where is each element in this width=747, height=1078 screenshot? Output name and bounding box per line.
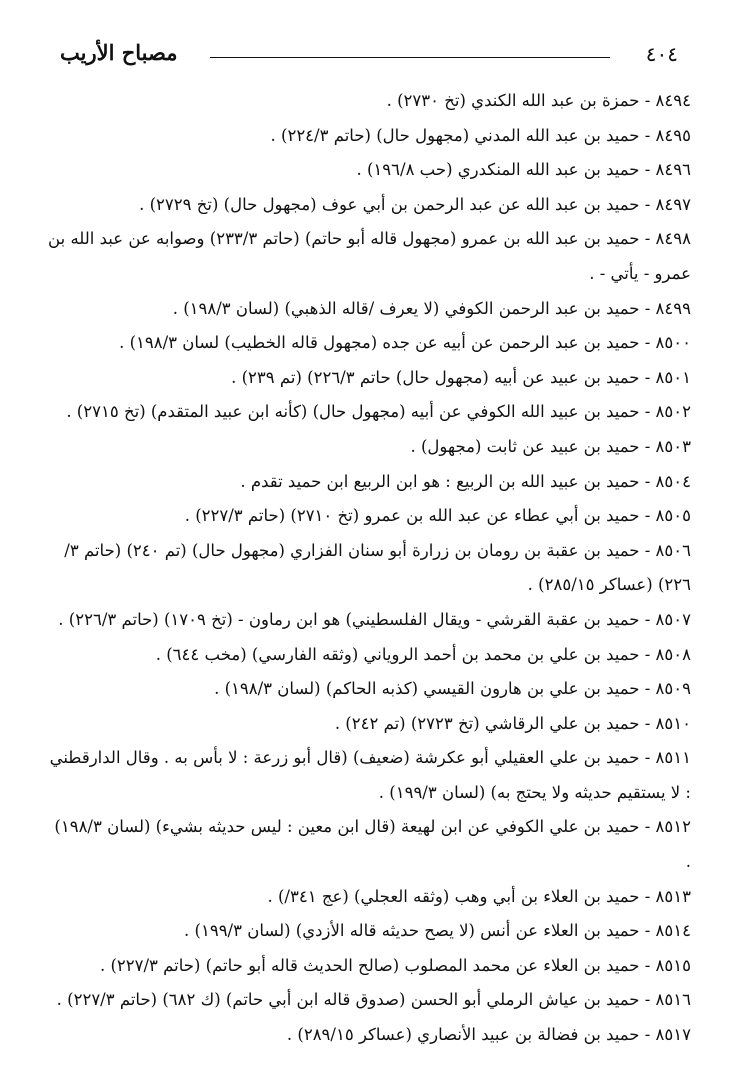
entry-number: ٨٥١٤: [655, 921, 691, 941]
entry-text: حمزة بن عبد الله الكندي (تخ ٢٧٣٠) .: [386, 91, 640, 110]
entry-number: ٨٥٠٧: [655, 609, 691, 629]
list-item: [44, 638, 691, 673]
page-header: [60, 36, 678, 72]
entry-separator: -: [639, 333, 656, 353]
entry-number: ٨٥١٢: [655, 817, 691, 837]
entry-number: ٨٥١٦: [655, 990, 691, 1010]
entry-number: ٨٤٩٨: [655, 229, 691, 249]
entry-separator: -: [639, 748, 656, 768]
header-rule: [210, 57, 610, 58]
entry-separator: -: [639, 540, 656, 560]
entry-number: ٨٥٠١: [655, 367, 691, 387]
entry-text: حميد بن علي بن هارون القيسي (كذبه الحاكم) (لسان ١٩٨/٣) .: [214, 679, 640, 699]
entry-separator: -: [639, 436, 656, 456]
entry-number: ٨٤٩٩: [655, 298, 691, 318]
entry-text: حميد بن عبيد الله الكوفي عن أبيه (مجهول حال) (كأنه ابن عبيد المتقدم) (تخ ٢٧١٥) .: [66, 402, 640, 422]
entry-text: حميد بن عقبة بن رومان بن زرارة أبو سنان الفزاري (مجهول حال) (تم ٢٤٠) (حاتم ٣/ ٢٢٦) (عساكر ٢٨٥/١٥) .: [64, 540, 691, 595]
page-number: ٤٠٤: [645, 42, 678, 66]
list-item: [44, 361, 691, 396]
entry-number: ٨٤٩٥: [655, 125, 691, 145]
entry-text: حميد بن عياش الرملي أبو الحسن (صدوق قاله ابن أبي حاتم) (ك ٦٨٢) (حاتم ٢٢٧/٣) .: [56, 990, 640, 1010]
list-item: [44, 119, 691, 154]
list-item: [44, 949, 691, 984]
entry-separator: -: [639, 644, 656, 664]
list-item: [44, 672, 691, 707]
list-item: [44, 84, 691, 119]
entry-text: حميد بن أبي عطاء عن عبد الله بن عمرو (تخ ٢٧١٠) (حاتم ٢٢٧/٣) .: [184, 506, 640, 526]
entry-number: ٨٥١٣: [655, 886, 691, 906]
entry-separator: -: [639, 194, 656, 214]
entry-number: ٨٥١٥: [655, 955, 691, 975]
entry-separator: -: [639, 990, 656, 1010]
entry-text: حميد بن عبيد عن أبيه (مجهول حال) حاتم ٢٢٦/٣) (تم ٢٣٩) .: [231, 367, 640, 387]
entry-separator: -: [639, 713, 656, 733]
entry-text: حميد بن علي بن محمد بن أحمد الروياني (وثقه الفارسي) (مخب ٦٤٤) .: [155, 644, 640, 664]
list-item: [44, 534, 691, 603]
list-item: [44, 1018, 691, 1053]
entry-number: ٨٤٩٤: [655, 91, 691, 110]
entry-text: حميد بن فضالة بن عبيد الأنصاري (عساكر ٢٨٩/١٥) .: [286, 1025, 640, 1045]
list-item: [44, 430, 691, 465]
entry-text: حميد بن علي الرقاشي (تخ ٢٧٢٣) (تم ٢٤٢) .: [334, 713, 640, 733]
entry-separator: -: [639, 886, 656, 906]
list-item: [44, 880, 691, 915]
list-item: [44, 188, 691, 223]
list-item: [44, 914, 691, 949]
entry-separator: -: [639, 921, 656, 941]
entry-text: حميد بن علي العقيلي أبو عكرشة (ضعيف) (قال أبو زرعة : لا بأس به . وقال الدارقطني : لا يستقيم حديثه ولا يحتج به) (لسان ١٩٩/٣) .: [49, 748, 691, 802]
entry-separator: -: [639, 91, 656, 110]
list-item: [44, 741, 691, 810]
entry-number: ٨٥٠٨: [655, 644, 691, 664]
entry-number: ٨٥٠٦: [655, 540, 691, 560]
entry-number: ٨٥٠٤: [655, 471, 691, 491]
entry-number: ٨٥٠٣: [655, 436, 691, 456]
entry-number: ٨٥٠٢: [655, 402, 691, 422]
list-item: [44, 292, 691, 327]
entry-number: ٨٥٠٩: [655, 679, 691, 699]
entry-separator: -: [639, 506, 656, 526]
entry-text: حميد بن العلاء عن أنس (لا يصح حديثه قاله الأزدي) (لسان ١٩٩/٣) .: [184, 921, 640, 941]
entry-separator: -: [639, 367, 656, 387]
entry-number: ٨٥١٧: [655, 1025, 691, 1045]
list-item: [44, 222, 691, 291]
entry-separator: -: [639, 160, 656, 180]
book-title: مصباح الأريب: [60, 40, 178, 65]
list-item: [44, 707, 691, 742]
list-item: [44, 465, 691, 500]
entry-number: ٨٤٩٧: [655, 194, 691, 214]
list-item: [44, 499, 691, 534]
entry-number: ٨٥٠٠: [655, 333, 691, 353]
entry-separator: -: [639, 229, 656, 249]
list-item: [44, 810, 691, 879]
entry-separator: -: [639, 1025, 656, 1045]
entry-text: حميد بن عبد الله عن عبد الرحمن بن أبي عوف (مجهول حال) (تخ ٢٧٢٩) .: [139, 194, 640, 214]
entry-text: حميد بن عبد الرحمن عن أبيه عن جده (مجهول قاله الخطيب) لسان ١٩٨/٣) .: [119, 333, 640, 353]
entry-separator: -: [639, 471, 656, 491]
entry-separator: -: [639, 817, 656, 837]
entry-number: ٨٥٠٥: [655, 506, 691, 526]
entry-text: حميد بن عبد الله بن عمرو (مجهول قاله أبو حاتم) (حاتم ٢٣٣/٣) وصوابه عن عبد الله بن عمرو - يأتي - .: [48, 229, 691, 283]
entry-text: حميد بن علي الكوفي عن ابن لهيعة (قال ابن معين : ليس حديثه بشيء) (لسان ١٩٨/٣) .: [54, 817, 691, 872]
entry-separator: -: [639, 679, 656, 699]
entry-text: حميد بن عبد الرحمن الكوفي (لا يعرف /قاله الذهبي) (لسان ١٩٨/٣) .: [172, 298, 640, 318]
entry-number: ٨٥١٠: [655, 713, 691, 733]
entry-separator: -: [639, 298, 656, 318]
entry-number: ٨٥١١: [655, 748, 691, 768]
list-item: [44, 395, 691, 430]
entry-number: ٨٤٩٦: [655, 160, 691, 180]
entry-list: [44, 84, 691, 1053]
list-item: [44, 153, 691, 188]
entry-text: حميد بن عبد الله المدني (مجهول حال) (حاتم ٢٢٤/٣) .: [270, 125, 640, 145]
list-item: [44, 326, 691, 361]
list-item: [44, 603, 691, 638]
entry-separator: -: [639, 402, 656, 422]
entry-text: حميد بن عبيد الله بن الربيع : هو ابن الربيع ابن حميد تقدم .: [240, 471, 640, 491]
entry-text: حميد بن عبد الله المنكدري (حب ١٩٦/٨) .: [356, 160, 640, 180]
entry-text: حميد بن العلاء بن أبي وهب (وثقه العجلي) (عج ٣٤١/) .: [267, 886, 640, 906]
entry-separator: -: [639, 609, 656, 629]
entry-separator: -: [639, 125, 656, 145]
entry-separator: -: [639, 955, 656, 975]
entry-text: حميد بن عقبة القرشي - ويقال الفلسطيني) هو ابن رماون - (تخ ١٧٠٩) (حاتم ٢٢٦/٣) .: [58, 609, 640, 629]
entry-text: حميد بن العلاء عن محمد المصلوب (صالح الحديث قاله أبو حاتم) (حاتم ٢٢٧/٣) .: [99, 955, 640, 975]
entry-text: حميد بن عبيد عن ثابت (مجهول) .: [410, 436, 640, 456]
list-item: [44, 983, 691, 1018]
